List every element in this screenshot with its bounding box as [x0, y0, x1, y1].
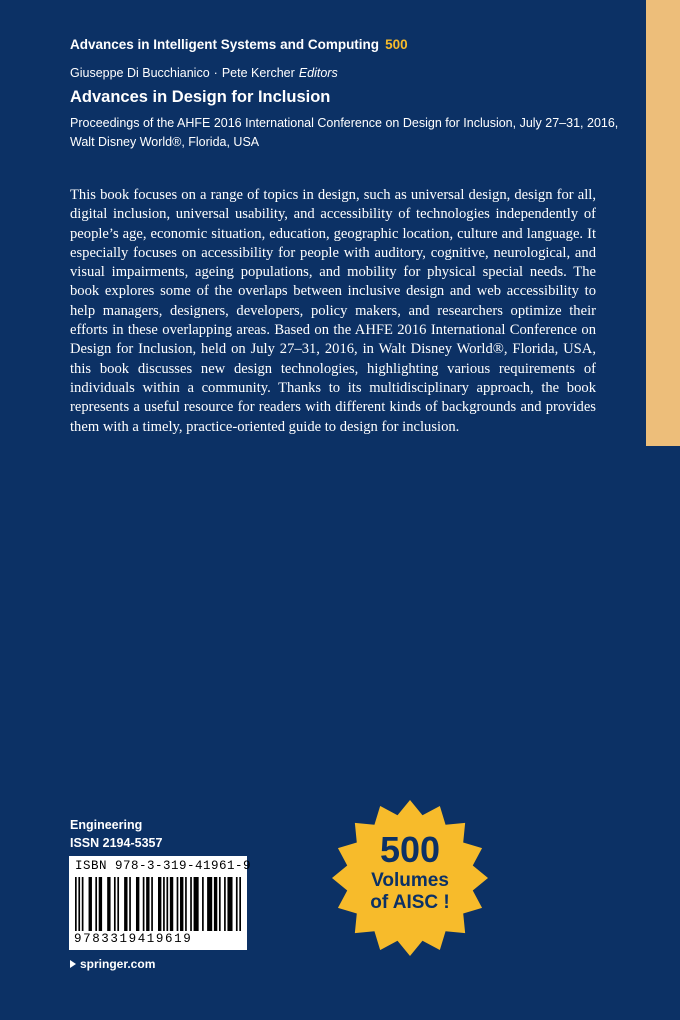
book-description: This book focuses on a range of topics in design, such as universal design, design for all, digital inclusion, universal usability, and accessibility of technologies independently of people’s age, economic situation, education, geographic location, culture and language. It especially focuses on accessibility for people with auditory, cognitive, neurological, and visual impairments, ageing populations, and mobility for physical special needs. The book explores some of the overlaps between inclusive design and web accessibility to help managers, designers, developers, policy makers, and researchers optimize their efforts in these overlapping areas. Based on the AHFE 2016 International Conference on Design for Inclusion, held on July 27–31, 2016, in Walt Disney World®, Florida, USA, this book discusses new design technologies, highlighting various requirements of individuals within a community. Thanks to its multidisciplinary approach, the book represents a useful resource for readers with different kinds of backgrounds and provides them with a timely, practice-oriented guide to design for inclusion.: [70, 187, 596, 435]
barcode-bar: [146, 877, 149, 931]
editor-name: Giuseppe Di Bucchianico: [70, 66, 210, 80]
barcode-bar: [236, 877, 238, 931]
barcode-bar: [158, 877, 161, 931]
barcode-bar: [224, 877, 226, 931]
barcode-bar: [180, 877, 183, 931]
editors: [70, 66, 338, 80]
barcode-bar: [124, 877, 127, 931]
issn-label: ISSN 2194-5357: [70, 836, 163, 850]
proceedings-subtitle: Proceedings of the AHFE 2016 International Conference on Design for Inclusion, July 27–31, 2016, Walt Disney World®, Florida, USA: [70, 116, 619, 149]
barcode-bar: [163, 877, 165, 931]
barcode-bar: [117, 877, 119, 931]
series-number: 500: [385, 37, 408, 52]
barcode-bar: [239, 877, 241, 931]
barcode-bar: [99, 877, 102, 931]
book-title: Advances in Design for Inclusion: [70, 88, 331, 106]
anniversary-badge: [330, 798, 490, 958]
barcode-bar: [82, 877, 84, 931]
editors-role: Editors: [298, 66, 338, 80]
side-stripe: [646, 0, 680, 446]
barcode-bars: [73, 877, 243, 931]
arrow-right-icon: [70, 960, 76, 968]
barcode-bar: [143, 877, 145, 931]
barcode-bar: [202, 877, 204, 931]
springer-link[interactable]: [70, 957, 155, 971]
barcode-bar: [136, 877, 139, 931]
barcode-bar: [207, 877, 212, 931]
series-heading: [70, 37, 408, 52]
barcode-bar: [151, 877, 153, 931]
barcode-bar: [129, 877, 131, 931]
barcode-bar: [185, 877, 187, 931]
barcode-bar: [75, 877, 77, 931]
badge-number: 500: [379, 829, 441, 870]
barcode-bar: [227, 877, 232, 931]
barcode-bar: [194, 877, 199, 931]
editor-separator: ·: [213, 66, 218, 80]
barcode-bar: [190, 877, 192, 931]
barcode-bar: [89, 877, 92, 931]
isbn-label: ISBN 978-3-319-41961-9: [75, 859, 252, 873]
isbn-barcode: [69, 856, 252, 950]
springer-link-label: springer.com: [80, 957, 156, 971]
subject-label: Engineering: [70, 818, 143, 832]
barcode-bar: [166, 877, 168, 931]
editor-name: Pete Kercher: [221, 66, 295, 80]
barcode-digits: 9783319419619: [74, 932, 193, 946]
series-name: Advances in Intelligent Systems and Computing: [70, 37, 380, 52]
barcode-bar: [219, 877, 221, 931]
badge-line2: of AISC !: [370, 892, 450, 913]
barcode-bar: [214, 877, 217, 931]
badge-line1: Volumes: [371, 870, 449, 891]
barcode-bar: [107, 877, 110, 931]
barcode-bar: [78, 877, 80, 931]
barcode-bar: [170, 877, 173, 931]
barcode-bar: [95, 877, 97, 931]
barcode-bar: [114, 877, 116, 931]
barcode-bar: [177, 877, 179, 931]
